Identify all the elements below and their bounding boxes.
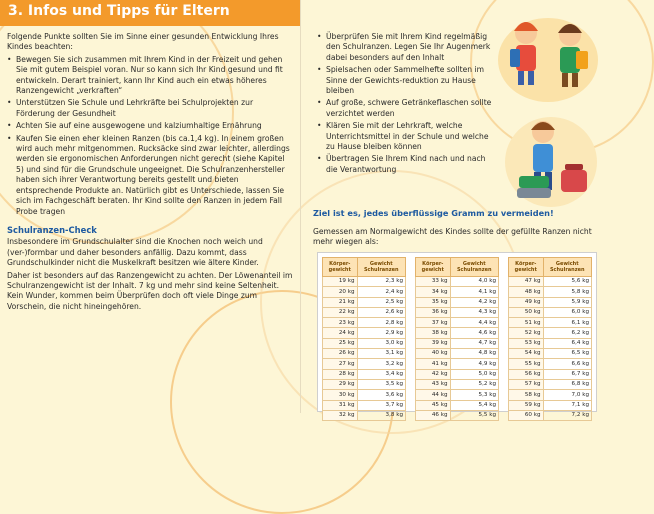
body-weight-cell: 28 kg [323,369,358,379]
list-item: • Klären Sie mit der Lehrkraft, welche Unterrichtsmittel in der Schule und welche zu Hause bleiben können [317,121,497,152]
bag-weight-cell: 7,0 kg [543,390,591,400]
table-row [416,318,499,328]
bag-weight-cell: 3,6 kg [357,390,405,400]
table-row [416,359,499,369]
bag-weight-cell: 4,9 kg [450,359,498,369]
table-row [416,307,499,317]
body-weight-cell: 34 kg [416,287,451,297]
check-heading: Schulranzen-Check [7,224,97,235]
table-row [509,390,592,400]
bag-weight-cell: 4,1 kg [450,287,498,297]
body-weight-cell: 52 kg [509,328,544,338]
body-weight-cell: 49 kg [509,297,544,307]
left-column [7,32,293,314]
col-header-bag: Gewicht Schulranzen [450,258,498,277]
body-weight-cell: 43 kg [416,379,451,389]
table-row [416,369,499,379]
body-weight-cell: 53 kg [509,338,544,348]
check-paragraph: Daher ist besonders auf das Ranzengewicht zu achten. Der Löwenanteil im Schulranzengewicht ist der Inhalt. 7 kg und mehr sind keine Seltenheit. Kein Wunder, kommen beim Überprüfen doch oft viele Dinge zum Vorschein, die nicht hineingehören. [7,270,293,311]
body-weight-cell: 23 kg [323,318,358,328]
body-weight-cell: 57 kg [509,379,544,389]
scale-illustration [503,110,600,210]
list-item: • Überprüfen Sie mit Ihrem Kind regelmäßig den Schulranzen. Legen Sie Ihr Augenmerk dabei besonders auf den Inhalt [317,32,497,63]
col-header-body: Körper-gewicht [416,258,451,277]
slogan: Ziel ist es, jedes überflüssige Gramm zu vermeiden! [313,208,554,218]
bag-weight-cell: 6,7 kg [543,369,591,379]
table-row [323,328,406,338]
table-row [509,328,592,338]
list-item: • Bewegen Sie sich zusammen mit Ihrem Kind in der Freizeit und gehen Sie mit gutem Beispiel voran. Nur so kann sich Ihr Kind gesund und fit entwickeln. Derart trainiert, kann Ihr Kind auch ein etwas höheres Ranzengewicht „verkraften“ [7,55,293,97]
weight-table [415,257,499,421]
body-weight-cell: 37 kg [416,318,451,328]
body-weight-cell: 22 kg [323,307,358,317]
body-weight-cell: 33 kg [416,277,451,287]
table-row [323,297,406,307]
weight-table-panel [317,252,597,419]
bag-weight-cell: 3,5 kg [357,379,405,389]
bag-weight-cell: 6,2 kg [543,328,591,338]
table-row [323,359,406,369]
col-header-body: Körper-gewicht [323,258,358,277]
table-row [323,410,406,420]
table-row [416,277,499,287]
bag-weight-cell: 3,8 kg [357,410,405,420]
body-weight-cell: 51 kg [509,318,544,328]
body-weight-cell: 36 kg [416,307,451,317]
table-row [509,307,592,317]
tips-list [7,55,293,217]
body-weight-cell: 24 kg [323,328,358,338]
bag-weight-cell: 5,3 kg [450,390,498,400]
page-fold [300,0,301,413]
bag-weight-cell: 2,9 kg [357,328,405,338]
table-row [416,400,499,410]
col-header-bag: Gewicht Schulranzen [357,258,405,277]
body-weight-cell: 45 kg [416,400,451,410]
table-row [323,349,406,359]
bag-weight-cell: 5,9 kg [543,297,591,307]
table-row [416,379,499,389]
bag-weight-cell: 2,3 kg [357,277,405,287]
table-row [416,287,499,297]
bag-weight-cell: 4,0 kg [450,277,498,287]
body-weight-cell: 40 kg [416,349,451,359]
bag-weight-cell: 2,4 kg [357,287,405,297]
body-weight-cell: 46 kg [416,410,451,420]
body-weight-cell: 29 kg [323,379,358,389]
table-row [509,400,592,410]
table-row [323,390,406,400]
bag-weight-cell: 5,6 kg [543,277,591,287]
right-column [317,32,497,177]
body-weight-cell: 55 kg [509,359,544,369]
table-row [416,349,499,359]
bag-weight-cell: 2,8 kg [357,318,405,328]
body-weight-cell: 56 kg [509,369,544,379]
body-weight-cell: 48 kg [509,287,544,297]
bag-weight-cell: 7,1 kg [543,400,591,410]
body-weight-cell: 54 kg [509,349,544,359]
table-row [416,390,499,400]
bag-weight-cell: 7,2 kg [543,410,591,420]
bag-weight-cell: 3,4 kg [357,369,405,379]
body-weight-cell: 35 kg [416,297,451,307]
bag-weight-cell: 2,6 kg [357,307,405,317]
table-intro: Gemessen am Normalgewicht des Kindes sollte der gefüllte Ranzen nicht mehr wiegen als: [313,227,592,247]
table-row [416,410,499,420]
list-item: • Kaufen Sie einen eher kleinen Ranzen (bis ca.1,4 kg). In einem großen wird auch mehr mitgenommen. Rucksäcke sind zwar leichter, allerdings werden sie ergonomischen Anforderungen nicht gerecht (siehe Kapitel 5) und sind für die Grundschule ungeeignet. Die Schulranzenhersteller haben sich ihrer Verantwortung bereits gestellt und bieten entsprechende Produkte an. Natürlich gibt es Unterschiede, lassen Sie sich im Fachgeschäft beraten. Ihr Kind sollte den Ranzen in jedem Fall Probe tragen [7,134,293,217]
body-weight-cell: 47 kg [509,277,544,287]
bag-weight-cell: 3,0 kg [357,338,405,348]
table-row [416,338,499,348]
body-weight-cell: 31 kg [323,400,358,410]
table-row [323,369,406,379]
table-row [509,359,592,369]
table-row [323,277,406,287]
table-row [416,328,499,338]
body-weight-cell: 44 kg [416,390,451,400]
body-weight-cell: 27 kg [323,359,358,369]
bag-weight-cell: 5,2 kg [450,379,498,389]
list-item: • Auf große, schwere Getränkeflaschen sollte verzichtet werden [317,98,497,119]
list-item: • Unterstützen Sie Schule und Lehrkräfte bei Schulprojekten zur Förderung der Gesundheit [7,98,293,119]
body-weight-cell: 38 kg [416,328,451,338]
tips-list [317,32,497,175]
table-row [323,287,406,297]
bag-weight-cell: 4,8 kg [450,349,498,359]
bag-weight-cell: 2,5 kg [357,297,405,307]
bag-weight-cell: 5,0 kg [450,369,498,379]
table-row [509,410,592,420]
bag-weight-cell: 6,8 kg [543,379,591,389]
list-item: • Spielsachen oder Sammelhefte sollten im Sinne der Gewichts-reduktion zu Hause bleiben [317,65,497,96]
col-header-body: Körper-gewicht [509,258,544,277]
table-row [509,349,592,359]
table-row [509,369,592,379]
body-weight-cell: 26 kg [323,349,358,359]
bag-weight-cell: 4,6 kg [450,328,498,338]
body-weight-cell: 59 kg [509,400,544,410]
bag-weight-cell: 4,3 kg [450,307,498,317]
bag-weight-cell: 5,5 kg [450,410,498,420]
list-item: • Achten Sie auf eine ausgewogene und kalziumhaltige Ernährung [7,121,293,131]
section-title: 3. Infos und Tipps für Eltern [8,3,230,19]
bag-weight-cell: 5,8 kg [543,287,591,297]
body-weight-cell: 41 kg [416,359,451,369]
section-header [0,0,300,26]
bag-weight-cell: 4,7 kg [450,338,498,348]
table-row [509,338,592,348]
intro-text: Folgende Punkte sollten Sie im Sinne einer gesunden Entwicklung Ihres Kindes beachten: [7,32,279,52]
table-row [323,400,406,410]
body-weight-cell: 50 kg [509,307,544,317]
body-weight-cell: 20 kg [323,287,358,297]
body-weight-cell: 19 kg [323,277,358,287]
body-weight-cell: 30 kg [323,390,358,400]
bag-weight-cell: 3,2 kg [357,359,405,369]
table-row [323,318,406,328]
body-weight-cell: 42 kg [416,369,451,379]
body-weight-cell: 60 kg [509,410,544,420]
col-header-bag: Gewicht Schulranzen [543,258,591,277]
bag-weight-cell: 3,1 kg [357,349,405,359]
bag-weight-cell: 6,5 kg [543,349,591,359]
table-row [323,379,406,389]
weight-table [508,257,592,421]
bag-weight-cell: 4,4 kg [450,318,498,328]
body-weight-cell: 39 kg [416,338,451,348]
table-row [509,379,592,389]
kids-illustration [496,5,600,103]
bag-weight-cell: 5,4 kg [450,400,498,410]
bag-weight-cell: 6,0 kg [543,307,591,317]
bag-weight-cell: 6,1 kg [543,318,591,328]
body-weight-cell: 21 kg [323,297,358,307]
table-row [416,297,499,307]
table-row [509,277,592,287]
bag-weight-cell: 6,4 kg [543,338,591,348]
body-weight-cell: 58 kg [509,390,544,400]
table-row [509,287,592,297]
weight-table [322,257,406,421]
list-item: • Übertragen Sie Ihrem Kind nach und nach die Verantwortung [317,154,497,175]
check-paragraph: Insbesondere im Grundschulalter sind die Knochen noch weich und (ver-)formbar und daher besonders anfällig. Dazu kommt, dass Grundschulkinder nicht die Muskelkraft besitzen wie ältere Kinder. [7,237,263,268]
table-row [323,338,406,348]
body-weight-cell: 32 kg [323,410,358,420]
table-row [509,318,592,328]
bag-weight-cell: 3,7 kg [357,400,405,410]
table-row [323,307,406,317]
bag-weight-cell: 6,6 kg [543,359,591,369]
bag-weight-cell: 4,2 kg [450,297,498,307]
table-row [509,297,592,307]
body-weight-cell: 25 kg [323,338,358,348]
